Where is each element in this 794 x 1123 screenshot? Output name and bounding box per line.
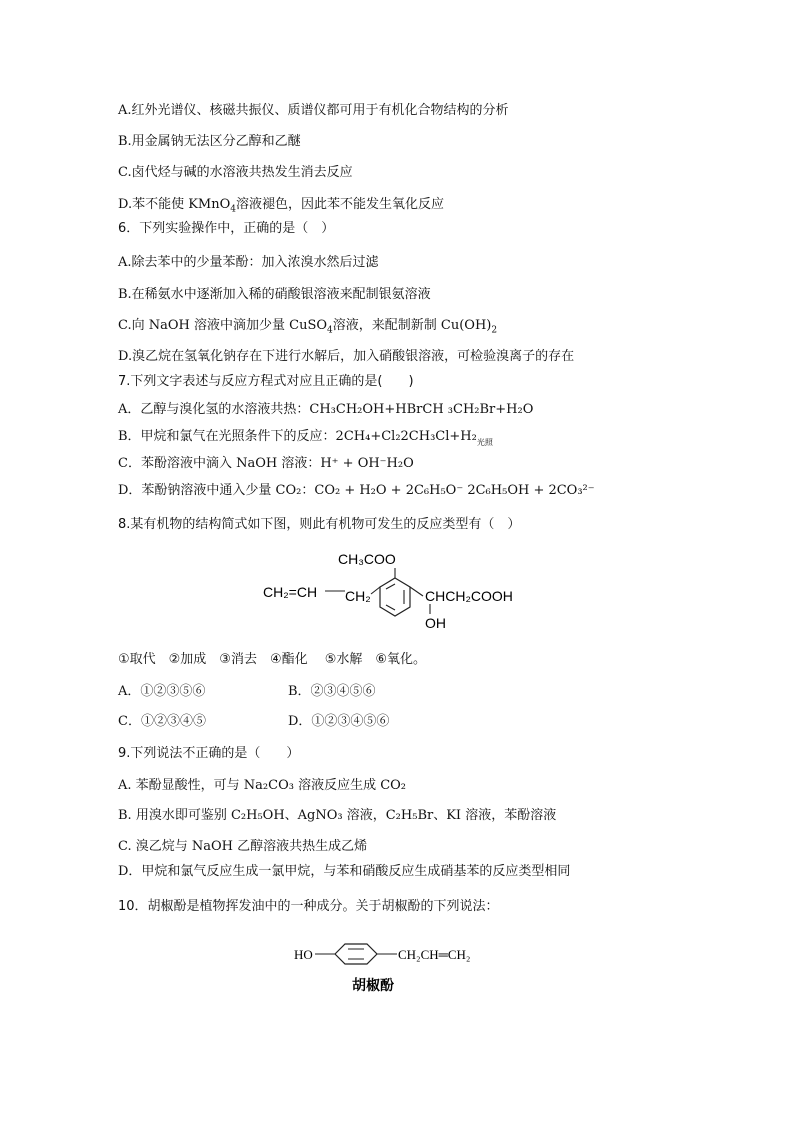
q6-option-c-sub2: 2: [491, 325, 498, 336]
q10-label-right: CH₂CH═CH₂: [398, 947, 471, 962]
q8-label-bottom: OH: [425, 615, 446, 631]
q8-reaction-types: ①取代 ②加成 ③消去 ④酯化 ⑤水解 ⑥氧化。: [118, 652, 427, 667]
q8-option-b: B．②③④⑤⑥: [288, 684, 376, 699]
benzene-ring: [380, 578, 410, 616]
q10-stem: 10．胡椒酚是植物挥发油中的一种成分。关于胡椒酚的下列说法：: [118, 899, 499, 914]
q7-option-a: A．乙醇与溴化氢的水溶液共热：CH₃CH₂OH+HBrCH ₃CH₂Br+H₂O: [118, 402, 534, 417]
q6-option-c-mid: 溶液，来配制新制 Cu(OH): [332, 318, 492, 333]
q6-option-d: D.溴乙烷在氢氧化钠存在下进行水解后，加入硝酸银溶液，可检验溴离子的存在: [118, 349, 575, 364]
q8-option-a: A．①②③⑤⑥: [118, 684, 206, 699]
q9-option-b: B. 用溴水即可鉴别 C₂H₅OH、AgNO₃ 溶液，C₂H₅Br、KI 溶液，苯酚溶液: [118, 808, 557, 823]
q5-option-b: B.用金属钠无法区分乙醇和乙醚: [118, 134, 301, 149]
q9-option-a: A. 苯酚显酸性，可与 Na₂CO₃ 溶液反应生成 CO₂: [118, 778, 407, 793]
q5-option-c: C.卤代烃与碱的水溶液共热发生消去反应: [118, 165, 353, 180]
q7-option-d: D．苯酚钠溶液中通入少量 CO₂：CO₂ + H₂O + 2C₆H₅O⁻ 2C₆H₅OH + 2CO₃²⁻: [118, 483, 595, 498]
q6-option-a: A.除去苯中的少量苯酚：加入浓溴水然后过滤: [118, 255, 379, 270]
q10-caption: 胡椒酚: [352, 978, 394, 994]
q9-option-c: C. 溴乙烷与 NaOH 乙醇溶液共热生成乙烯: [118, 839, 368, 854]
q6-option-c: [118, 317, 497, 340]
q7-option-c: C．苯酚溶液中滴入 NaOH 溶液：H⁺ + OH⁻H₂O: [118, 456, 414, 471]
q6-option-c-pre: C.向 NaOH 溶液中滴加少量 CuSO: [118, 318, 328, 333]
q8-structure-diagram: [255, 548, 535, 638]
q9-option-d: D．甲烷和氯气反应生成一氯甲烷，与苯和硝酸反应生成硝基苯的反应类型相同: [118, 864, 571, 879]
q10-structure-diagram: [290, 932, 510, 996]
q5-option-d-sub: 4: [230, 204, 237, 215]
q5-option-d: [118, 196, 444, 219]
q10-label-left: HO: [294, 947, 313, 962]
q8-label-left: CH₂=CH: [263, 584, 318, 600]
q5-option-d-post: 溶液褪色，因此苯不能发生氧化反应: [236, 197, 445, 212]
q7-option-b-text: B．甲烷和氯气在光照条件下的反应：2CH₄+Cl₂2CH₃Cl+H₂: [118, 429, 477, 444]
q5-option-a: A.红外光谱仪、核磁共振仪、质谱仪都可用于有机化合物结构的分析: [118, 103, 509, 118]
q8-option-d: D．①②③④⑤⑥: [288, 714, 390, 729]
q7-option-b-mark: 光照: [476, 438, 493, 447]
q8-label-left2: CH₂: [345, 588, 371, 604]
q6-option-c-sub1: 4: [327, 325, 333, 336]
q8-option-c: C．①②③④⑤: [118, 714, 206, 729]
q6-stem: 6．下列实验操作中，正确的是（ ）: [118, 221, 335, 236]
q6-option-b: B.在稀氨水中逐渐加入稀的硝酸银溶液来配制银氨溶液: [118, 287, 431, 302]
q7-stem: 7.下列文字表述与反应方程式对应且正确的是( ): [118, 374, 414, 389]
q7-option-b: [118, 428, 493, 447]
q8-label-top: CH₃COO: [338, 551, 396, 567]
benzene-ring: [335, 944, 377, 964]
q9-stem: 9.下列说法不正确的是（ ）: [118, 746, 300, 761]
q5-option-d-pre: D.苯不能使 KMnO: [118, 197, 231, 212]
q8-label-right: CHCH₂COOH: [425, 588, 513, 604]
q8-options-row-1: [118, 683, 538, 701]
q8-options-row-2: [118, 713, 538, 731]
q8-stem: 8.某有机物的结构简式如下图，则此有机物可发生的反应类型有（ ）: [118, 517, 521, 532]
